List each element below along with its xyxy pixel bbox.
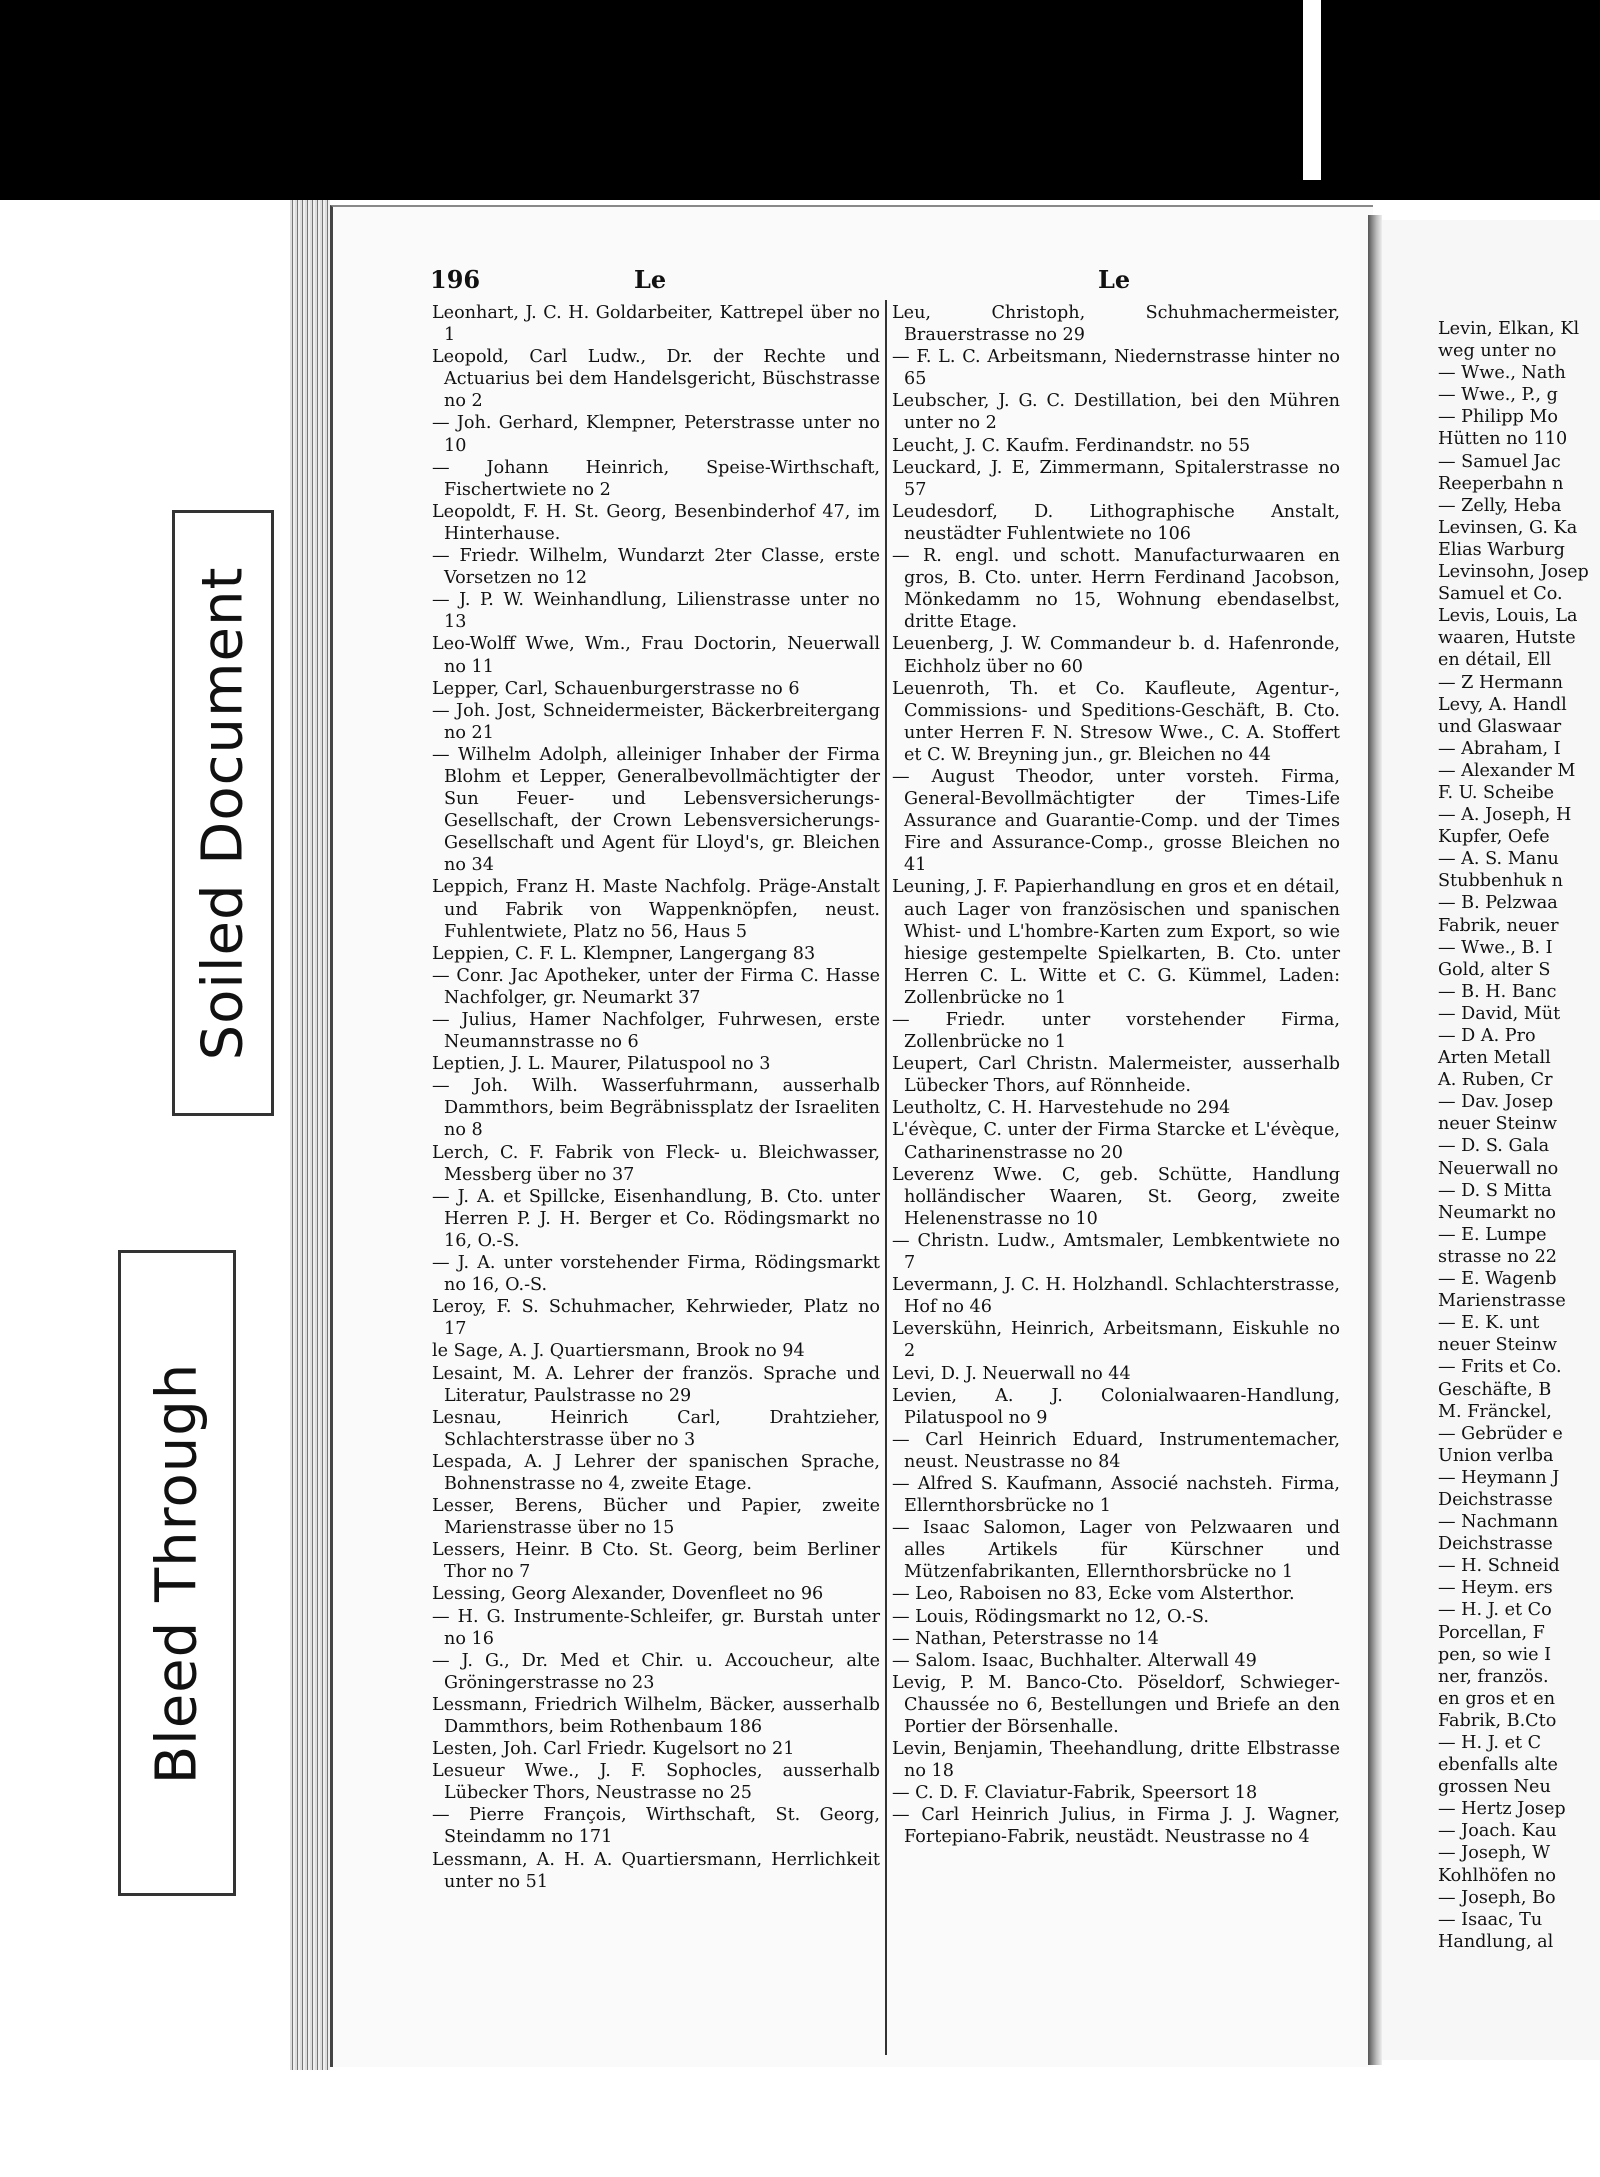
directory-entry: Leopold, Carl Ludw., Dr. der Rechte und Actuarius bei dem Handelsgericht, Büschstrasse no 2 (432, 347, 880, 412)
directory-entry: — Frits et Co. (1438, 1357, 1562, 1378)
directory-column-3 (1438, 318, 1600, 1953)
directory-entry: — Johann Heinrich, Speise-Wirthschaft, Fischertwiete no 2 (432, 457, 880, 500)
directory-entry: — Nathan, Peterstrasse no 14 (892, 1628, 1159, 1649)
directory-entry: — Heym. ers (1438, 1578, 1553, 1599)
directory-entry: Leverskühn, Heinrich, Arbeitsmann, Eiskuhle no 2 (892, 1319, 1340, 1362)
directory-entry: — H. J. et C (1438, 1733, 1542, 1753)
directory-entry: — R. engl. und schott. Manufacturwaaren en gros, B. Cto. unter. Herrn Ferdinand Jacobson, Mönkedamm no 15, Wohnung ebendaselbst, dritte Etage. (892, 546, 1340, 633)
directory-entry: Gold, alter S (1438, 959, 1551, 980)
directory-entry: Lerch, C. F. Fabrik von Fleck- u. Bleichwasser, Messberg über no 37 (432, 1142, 880, 1185)
directory-entry: — Joseph, Bo (1438, 1887, 1556, 1908)
directory-entry: — B. Pelzwaa (1438, 893, 1558, 914)
directory-entry: Levermann, J. C. H. Holzhandl. Schlachterstrasse, Hof no 46 (892, 1275, 1340, 1318)
directory-entry: — Salom. Isaac, Buchhalter. Alterwall 49 (892, 1650, 1257, 1671)
directory-entry: — E. Lumpe (1438, 1224, 1547, 1245)
directory-entry: — Joh. Wilh. Wasserfuhrmann, ausserhalb Dammthors, beim Begräbnissplatz der Israeliten no 8 (432, 1076, 880, 1141)
directory-entry: en gros et en (1438, 1688, 1556, 1709)
directory-entry: — Alexander M (1438, 760, 1576, 781)
directory-entry: le Sage, A. J. Quartiersmann, Brook no 94 (432, 1341, 805, 1362)
directory-entry: Kohlhöfen no (1438, 1865, 1556, 1886)
directory-entry: A. Ruben, Cr (1438, 1070, 1553, 1091)
directory-entry: Lepper, Carl, Schauenburgerstrasse no 6 (432, 678, 800, 699)
directory-entry: — Zelly, Heba (1438, 495, 1562, 516)
directory-entry: — Isaac, Tu (1438, 1909, 1543, 1930)
directory-entry: ner, französ. (1438, 1666, 1549, 1687)
book-page-edges (290, 200, 330, 2070)
directory-entry: Elias Warburg (1438, 539, 1565, 560)
directory-entry: F. U. Scheibe (1438, 782, 1554, 803)
directory-entry: Leroy, F. S. Schuhmacher, Kehrwieder, Platz no 17 (432, 1297, 880, 1340)
directory-entry: — Louis, Rödingsmarkt no 12, O.-S. (892, 1606, 1209, 1627)
directory-entry: — E. K. unt (1438, 1313, 1540, 1334)
directory-entry: — Carl Heinrich Julius, in Firma J. J. Wagner, Fortepiano-Fabrik, neustädt. Neustrasse no 4 (892, 1805, 1340, 1848)
directory-entry: pen, so wie I (1438, 1644, 1552, 1665)
directory-entry: — David, Müt (1438, 1003, 1561, 1024)
directory-entry: Leppien, C. F. L. Klempner, Langergang 83 (432, 943, 816, 964)
directory-entry: Levis, Louis, La (1438, 606, 1578, 627)
directory-entry: — Leo, Raboisen no 83, Ecke vom Alsterthor. (892, 1584, 1295, 1605)
directory-entry: M. Fränckel, (1438, 1401, 1552, 1422)
directory-entry: Arten Metall (1438, 1048, 1551, 1069)
directory-column-2 (892, 302, 1340, 1849)
soiled-document-label (172, 510, 274, 1116)
directory-entry: Leubscher, J. G. C. Destillation, bei den Mühren unter no 2 (892, 391, 1340, 434)
directory-entry: — J. P. W. Weinhandlung, Lilienstrasse unter no 13 (432, 590, 880, 633)
directory-entry: waaren, Hutste (1438, 628, 1576, 649)
directory-entry: — J. A. et Spillcke, Eisenhandlung, B. Cto. unter Herren P. J. H. Berger et Co. Rödingsmarkt no 16, O.-S. (432, 1186, 880, 1251)
directory-entry: Levin, Elkan, Kl (1438, 319, 1580, 339)
directory-entry: Levy, A. Handl (1438, 694, 1567, 715)
scan-background-top (0, 0, 1600, 200)
directory-entry: Levi, D. J. Neuerwall no 44 (892, 1363, 1131, 1384)
directory-entry: — Joach. Kau (1438, 1821, 1557, 1842)
directory-entry: Lessmann, A. H. A. Quartiersmann, Herrlichkeit unter no 51 (432, 1849, 880, 1892)
directory-entry: — Abraham, I (1438, 738, 1561, 759)
directory-entry: — Alfred S. Kaufmann, Associé nachsteh. Firma, Ellernthorsbrücke no 1 (892, 1473, 1340, 1517)
directory-entry: — Christn. Ludw., Amtsmaler, Lembkentwiete no 7 (892, 1230, 1340, 1274)
directory-entry: Leo-Wolff Wwe, Wm., Frau Doctorin, Neuerwall no 11 (432, 634, 880, 677)
directory-entry: Lessmann, Friedrich Wilhelm, Bäcker, ausserhalb Dammthors, beim Rothenbaum 186 (432, 1694, 880, 1737)
directory-entry: — Friedr. unter vorstehender Firma, Zollenbrücke no 1 (892, 1010, 1340, 1053)
directory-entry: Lesueur Wwe., J. F. Sophocles, ausserhalb Lübecker Thors, Neustrasse no 25 (432, 1761, 880, 1804)
directory-entry: — J. A. unter vorstehender Firma, Rödingsmarkt no 16, O.-S. (432, 1253, 880, 1296)
directory-entry: Leupert, Carl Christn. Malermeister, ausserhalb Lübecker Thors, auf Rönnheide. (892, 1054, 1340, 1097)
directory-entry: und Glaswaar (1438, 716, 1562, 737)
directory-entry: Lesaint, M. A. Lehrer der französ. Sprache und Literatur, Paulstrasse no 29 (432, 1363, 880, 1406)
column-divider (885, 300, 887, 2055)
directory-entry: Leppich, Franz H. Maste Nachfolg. Präge-Anstalt und Fabrik von Wappenknöpfen, neust. Fuhlentwiete, Platz no 56, Haus 5 (432, 877, 880, 942)
directory-entry: — Gebrüder e (1438, 1423, 1563, 1444)
directory-entry: — A. S. Manu (1438, 849, 1559, 870)
directory-entry: — B. H. Banc (1438, 981, 1557, 1002)
directory-column-1 (432, 302, 880, 1893)
directory-entry: — Wwe., B. I (1438, 937, 1553, 958)
directory-entry: — Wwe., P., g (1438, 385, 1558, 406)
directory-entry: Leucht, J. C. Kaufm. Ferdinandstr. no 55 (892, 435, 1251, 456)
directory-entry: Leonhart, J. C. H. Goldarbeiter, Kattrepel über no 1 (432, 303, 880, 346)
directory-entry: — H. J. et Co (1438, 1600, 1552, 1621)
directory-entry: Levinsohn, Josep (1438, 562, 1589, 583)
bleed-through-text: Bleed Through (144, 1362, 210, 1784)
directory-entry: — Philipp Mo (1438, 407, 1558, 428)
directory-entry: — Z Hermann (1438, 672, 1564, 693)
directory-entry: Lesten, Joh. Carl Friedr. Kugelsort no 21 (432, 1739, 795, 1760)
directory-entry: neuer Steinw (1438, 1114, 1558, 1135)
directory-entry: Lespada, A. J Lehrer der spanischen Sprache, Bohnenstrasse no 4, zweite Etage. (432, 1451, 880, 1494)
directory-entry: Porcellan, F (1438, 1622, 1545, 1643)
directory-entry: grossen Neu (1438, 1777, 1551, 1798)
directory-entry: — D. S Mitta (1438, 1180, 1552, 1201)
directory-entry: — Wilhelm Adolph, alleiniger Inhaber der Firma Blohm et Lepper, Generalbevollmächtigter der Sun Feuer- und Lebensversicherungs-Gesellschaft, der Crown Lebensversicherungs-Gesellschaft und Agent für Lloyd's, gr. Bleichen no 34 (432, 744, 880, 876)
directory-entry: Geschäfte, B (1438, 1379, 1552, 1400)
directory-entry: weg unter no (1438, 341, 1557, 362)
directory-entry: — Heymann J (1438, 1467, 1560, 1488)
running-header-left: Le (634, 265, 667, 294)
directory-entry: Leudesdorf, D. Lithographische Anstalt, neustädter Fuhlentwiete no 106 (892, 501, 1340, 544)
directory-entry: — D. S. Gala (1438, 1136, 1550, 1157)
directory-entry: — H. Schneid (1438, 1556, 1560, 1577)
directory-entry: — Pierre François, Wirthschaft, St. Georg, Steindamm no 171 (432, 1805, 880, 1848)
directory-entry: Fabrik, B.Cto (1438, 1710, 1557, 1731)
directory-entry: Lesnau, Heinrich Carl, Drahtzieher, Schlachterstrasse über no 3 (432, 1407, 880, 1450)
directory-entry: — Hertz Josep (1438, 1799, 1566, 1820)
directory-entry: Reeperbahn n (1438, 473, 1564, 494)
directory-entry: — Julius, Hamer Nachfolger, Fuhrwesen, erste Neumannstrasse no 6 (432, 1010, 880, 1053)
directory-entry: — August Theodor, unter vorsteh. Firma, General-Bevollmächtigter der Times-Life Assurance and Guarantie-Comp. und der Times Fire and Assurance-Comp., grosse Bleichen no 41 (892, 766, 1340, 876)
bleed-through-label (118, 1250, 236, 1896)
directory-entry: — Joseph, W (1438, 1843, 1551, 1864)
directory-entry: Lessers, Heinr. B Cto. St. Georg, beim Berliner Thor no 7 (432, 1540, 880, 1583)
directory-entry: Neumarkt no (1438, 1202, 1556, 1223)
directory-entry: — Samuel Jac (1438, 451, 1561, 472)
directory-entry: Leverenz Wwe. C, geb. Schütte, Handlung holländischer Waaren, St. Georg, zweite Helenenstrasse no 10 (892, 1164, 1340, 1229)
directory-entry: Levig, P. M. Banco-Cto. Pöseldorf, Schwieger-Chaussée no 6, Bestellungen und Briefe an den Portier der Börsenhalle. (892, 1672, 1340, 1737)
directory-entry: ebenfalls alte (1438, 1755, 1558, 1776)
running-header-right: Le (1098, 265, 1131, 294)
page-fold (1368, 215, 1382, 2065)
directory-entry: — Dav. Josep (1438, 1092, 1554, 1113)
directory-entry: Leuning, J. F. Papierhandlung en gros et en détail, auch Lager von französischen und spanischen Whist- und L'hombre-Karten zum Export, so wie hiesige gestempelte Spielkarten, B. Cto. unter Herren C. L. Witte et C. G. Kümmel, Laden: Zollenbrücke no 1 (892, 877, 1340, 1008)
directory-entry: Deichstrasse (1438, 1534, 1553, 1555)
directory-entry: Leu, Christoph, Schuhmachermeister, Brauerstrasse no 29 (892, 303, 1340, 346)
directory-entry: Levin, Benjamin, Theehandlung, dritte Elbstrasse no 18 (892, 1739, 1340, 1782)
directory-entry: Neuerwall no (1438, 1158, 1559, 1179)
directory-entry: Samuel et Co. (1438, 584, 1563, 605)
directory-entry: Levinsen, G. Ka (1438, 517, 1578, 538)
directory-entry: — J. G., Dr. Med et Chir. u. Accoucheur, alte Gröningerstrasse no 23 (432, 1650, 880, 1693)
directory-entry: Deichstrasse (1438, 1489, 1553, 1510)
page-number: 196 (430, 265, 481, 294)
directory-entry: — Wwe., Nath (1438, 363, 1566, 384)
directory-entry: — Friedr. Wilhelm, Wundarzt 2ter Classe, erste Vorsetzen no 12 (432, 546, 880, 589)
directory-entry: Leptien, J. L. Maurer, Pilatuspool no 3 (432, 1054, 771, 1075)
directory-entry: Leuckard, J. E, Zimmermann, Spitalerstrasse no 57 (892, 457, 1340, 500)
directory-entry: Union verlba (1438, 1445, 1554, 1466)
directory-entry: Leuenberg, J. W. Commandeur b. d. Hafenronde, Eichholz über no 60 (892, 634, 1340, 677)
directory-entry: Lesser, Berens, Bücher und Papier, zweite Marienstrasse über no 15 (432, 1496, 880, 1539)
directory-entry: Lessing, Georg Alexander, Dovenfleet no 96 (432, 1584, 824, 1605)
directory-entry: Marienstrasse (1438, 1291, 1566, 1312)
directory-entry: Fabrik, neuer (1438, 915, 1559, 936)
directory-entry: — Carl Heinrich Eduard, Instrumentemacher, neust. Neustrasse no 84 (892, 1429, 1340, 1472)
soiled-document-text: Soiled Document (190, 566, 256, 1060)
directory-entry: strasse no 22 (1438, 1246, 1557, 1267)
directory-entry: Leopoldt, F. H. St. Georg, Besenbinderhof 47, im Hinterhause. (432, 501, 880, 544)
directory-entry: Handlung, al (1438, 1931, 1554, 1952)
directory-entry: Leutholtz, C. H. Harvestehude no 294 (892, 1098, 1231, 1119)
directory-entry: en détail, Ell (1438, 650, 1552, 671)
directory-entry: Hütten no 110 (1438, 429, 1568, 450)
directory-entry: neuer Steinw (1438, 1335, 1558, 1356)
directory-entry: — H. G. Instrumente-Schleifer, gr. Burstah unter no 16 (432, 1606, 880, 1649)
directory-entry: — C. D. F. Claviatur-Fabrik, Speersort 18 (892, 1783, 1258, 1804)
directory-entry: L'évèque, C. unter der Firma Starcke et L'évèque, Catharinenstrasse no 20 (892, 1120, 1340, 1163)
directory-entry: Levien, A. J. Colonialwaaren-Handlung, Pilatuspool no 9 (892, 1385, 1340, 1428)
directory-entry: — Joh. Gerhard, Klempner, Peterstrasse unter no 10 (432, 413, 880, 456)
directory-entry: — Nachmann (1438, 1512, 1559, 1533)
directory-entry: Leuenroth, Th. et Co. Kaufleute, Agentur-, Commissions- und Speditions-Geschäft, B. Cto. unter Herren F. N. Stresow Wwe., C. A. Stoffert et C. W. Breyning jun., gr. Bleichen no 44 (892, 678, 1340, 765)
directory-entry: — Joh. Jost, Schneidermeister, Bäckerbreitergang no 21 (432, 700, 880, 743)
directory-entry: — A. Joseph, H (1438, 805, 1572, 826)
directory-entry: Kupfer, Oefe (1438, 827, 1550, 848)
directory-entry: — Isaac Salomon, Lager von Pelzwaaren und alles Artikels für Kürschner und Mützenfabrikanten, Ellernthorsbrücke no 1 (892, 1518, 1340, 1583)
directory-entry: Stubbenhuk n (1438, 871, 1563, 892)
directory-entry: — E. Wagenb (1438, 1269, 1557, 1290)
directory-entry: — F. L. C. Arbeitsmann, Niedernstrasse hinter no 65 (892, 347, 1340, 390)
directory-entry: — Conr. Jac Apotheker, unter der Firma C. Hasse Nachfolger, gr. Neumarkt 37 (432, 965, 880, 1008)
scan-gap (1303, 0, 1321, 180)
directory-entry: — D A. Pro (1438, 1026, 1536, 1046)
